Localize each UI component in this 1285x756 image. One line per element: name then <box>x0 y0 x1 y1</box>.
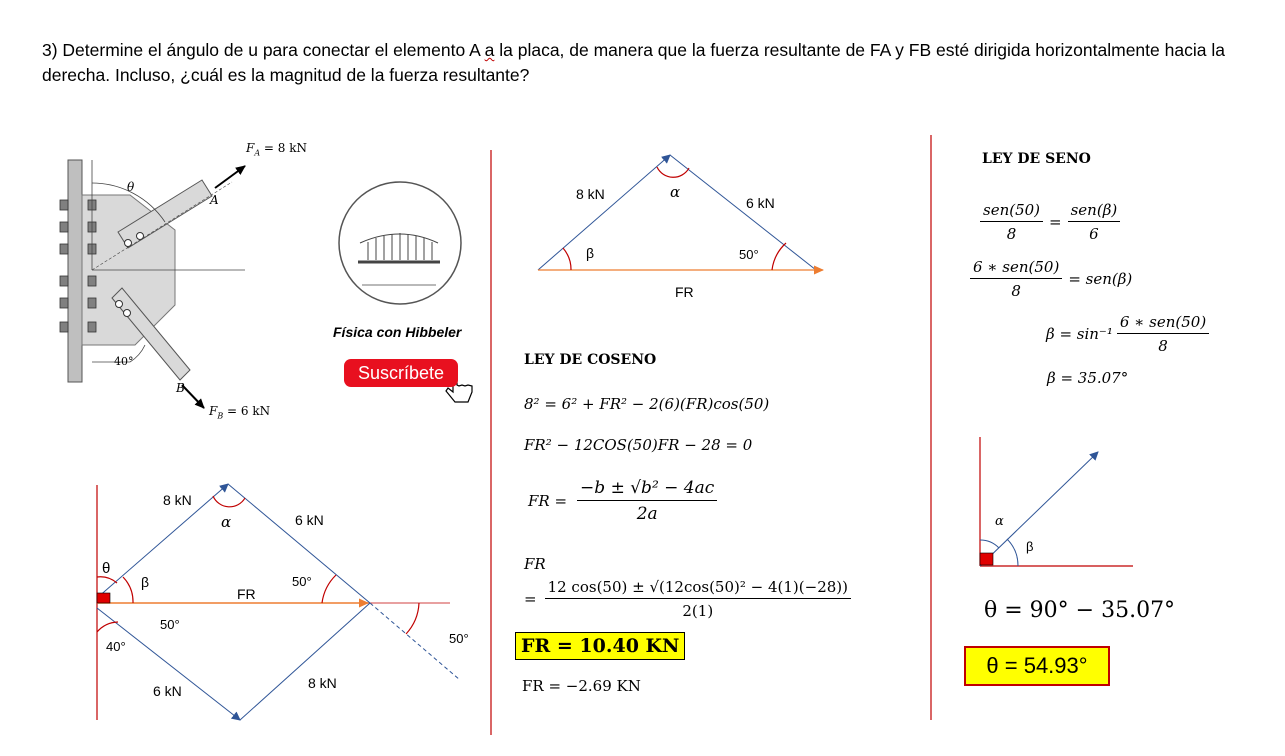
par-theta: θ <box>102 560 111 577</box>
substitution-denominator: 2(1) <box>682 602 714 620</box>
figure-point-b: B <box>176 381 185 395</box>
beta-result: β = 35.07° <box>1047 369 1129 387</box>
par-angle-50-ext: 50° <box>449 631 469 646</box>
tri-side-left: 8 kN <box>576 186 605 202</box>
par-bottom-right: 8 kN <box>308 675 337 691</box>
subscribe-button[interactable]: Suscríbete <box>344 359 458 387</box>
sine-eq2-rhs: = sen(β) <box>1068 270 1133 288</box>
sine-eq1-den-left: 8 <box>1006 225 1017 243</box>
fr-negative: FR = −2.69 KN <box>522 677 641 695</box>
sine-eq2-num: 6 ∗ sen(50) <box>970 258 1062 279</box>
tri-beta: β <box>586 245 595 261</box>
quadratic-numerator: −b ± √b² − 4ac <box>577 478 717 501</box>
problem-text-2: la placa, de manera que la fuerza resultante de FA y FB esté dirigida horizontalmente hacia la derecha. Incluso, ¿cuál es la magnitud de la fuerza resultante? <box>42 40 1225 85</box>
angle-diagram-alpha: α <box>995 514 1004 529</box>
channel-name: Física con Hibbeler <box>333 324 462 340</box>
theta-result-box: θ = 54.93° <box>964 646 1110 686</box>
tri-base-fr: FR <box>675 284 694 300</box>
sine-eq3-lhs: β = sin⁻¹ <box>1046 325 1113 343</box>
sine-eq2 <box>970 258 1132 300</box>
parallelogram <box>97 484 460 720</box>
problem-text-underlined: a <box>484 40 495 60</box>
sine-eq1-num-right: sen(β) <box>1068 201 1121 222</box>
substitution-fr-label: FR <box>524 555 546 573</box>
figure-angle-40: 40° <box>114 355 134 368</box>
figure-point-a: A <box>210 193 219 207</box>
sine-eq1: $\frac{\text{sen(50)}}{8}$ = $\frac{\text{sen(β)}}{6}$ <box>980 201 1120 243</box>
substitution-eq: = <box>524 590 537 608</box>
quadratic-lhs: FR = <box>528 492 568 510</box>
substitution-numerator: 12 cos(50) ± √(12cos(50)² − 4(1)(−28)) <box>545 578 851 599</box>
figure-theta: θ <box>127 180 135 194</box>
sine-law-heading: LEY DE SENO <box>982 151 1091 167</box>
par-top-left: 8 kN <box>163 492 192 508</box>
problem-text-1: 3) Determine el ángulo de u para conectar el elemento A <box>42 40 485 60</box>
par-bottom-left: 6 kN <box>153 683 182 699</box>
tri-angle-50: 50° <box>739 247 759 262</box>
par-angle-40: 40° <box>106 639 126 654</box>
par-beta: β <box>141 574 150 590</box>
channel-logo <box>339 182 461 304</box>
quadratic-denominator: 2a <box>636 504 658 524</box>
sine-eq3 <box>1046 313 1209 355</box>
angle-diagram-beta: β <box>1026 539 1034 554</box>
par-alpha: α <box>221 513 232 531</box>
sine-eq2-den: 8 <box>1011 282 1021 300</box>
fb-label: $F_B = 6$ kN <box>209 404 271 421</box>
par-top-right: 6 kN <box>295 512 324 528</box>
sine-eq3-num: 6 ∗ sen(50) <box>1117 313 1209 334</box>
tri-alpha: α <box>670 183 681 201</box>
sine-eq1-num-left: sen(50) <box>980 201 1043 222</box>
substitution <box>524 578 851 620</box>
par-angle-50-left: 50° <box>160 617 180 632</box>
fr-result-box: FR = 10.40 KN <box>515 632 685 660</box>
sine-eq1-den-right: 6 <box>1089 225 1099 243</box>
fa-label: $F_A = 8$ kN <box>246 141 308 158</box>
sine-eq3-den: 8 <box>1158 337 1168 355</box>
theta-calculation: θ = 90° − 35.07° <box>984 598 1176 623</box>
angle-diagram <box>980 437 1133 566</box>
triangle-top <box>538 155 823 270</box>
cosine-eq1: 8² = 6² + FR² − 2(6)(FR)cos(50) <box>524 395 770 413</box>
par-fr: FR <box>237 586 256 602</box>
cosine-law-heading: LEY DE COSENO <box>524 352 657 368</box>
tri-side-right: 6 kN <box>746 195 775 211</box>
quadratic-formula <box>528 478 717 524</box>
cosine-eq2: FR² − 12COS(50)FR − 28 = 0 <box>524 436 753 454</box>
par-angle-50-right: 50° <box>292 574 312 589</box>
